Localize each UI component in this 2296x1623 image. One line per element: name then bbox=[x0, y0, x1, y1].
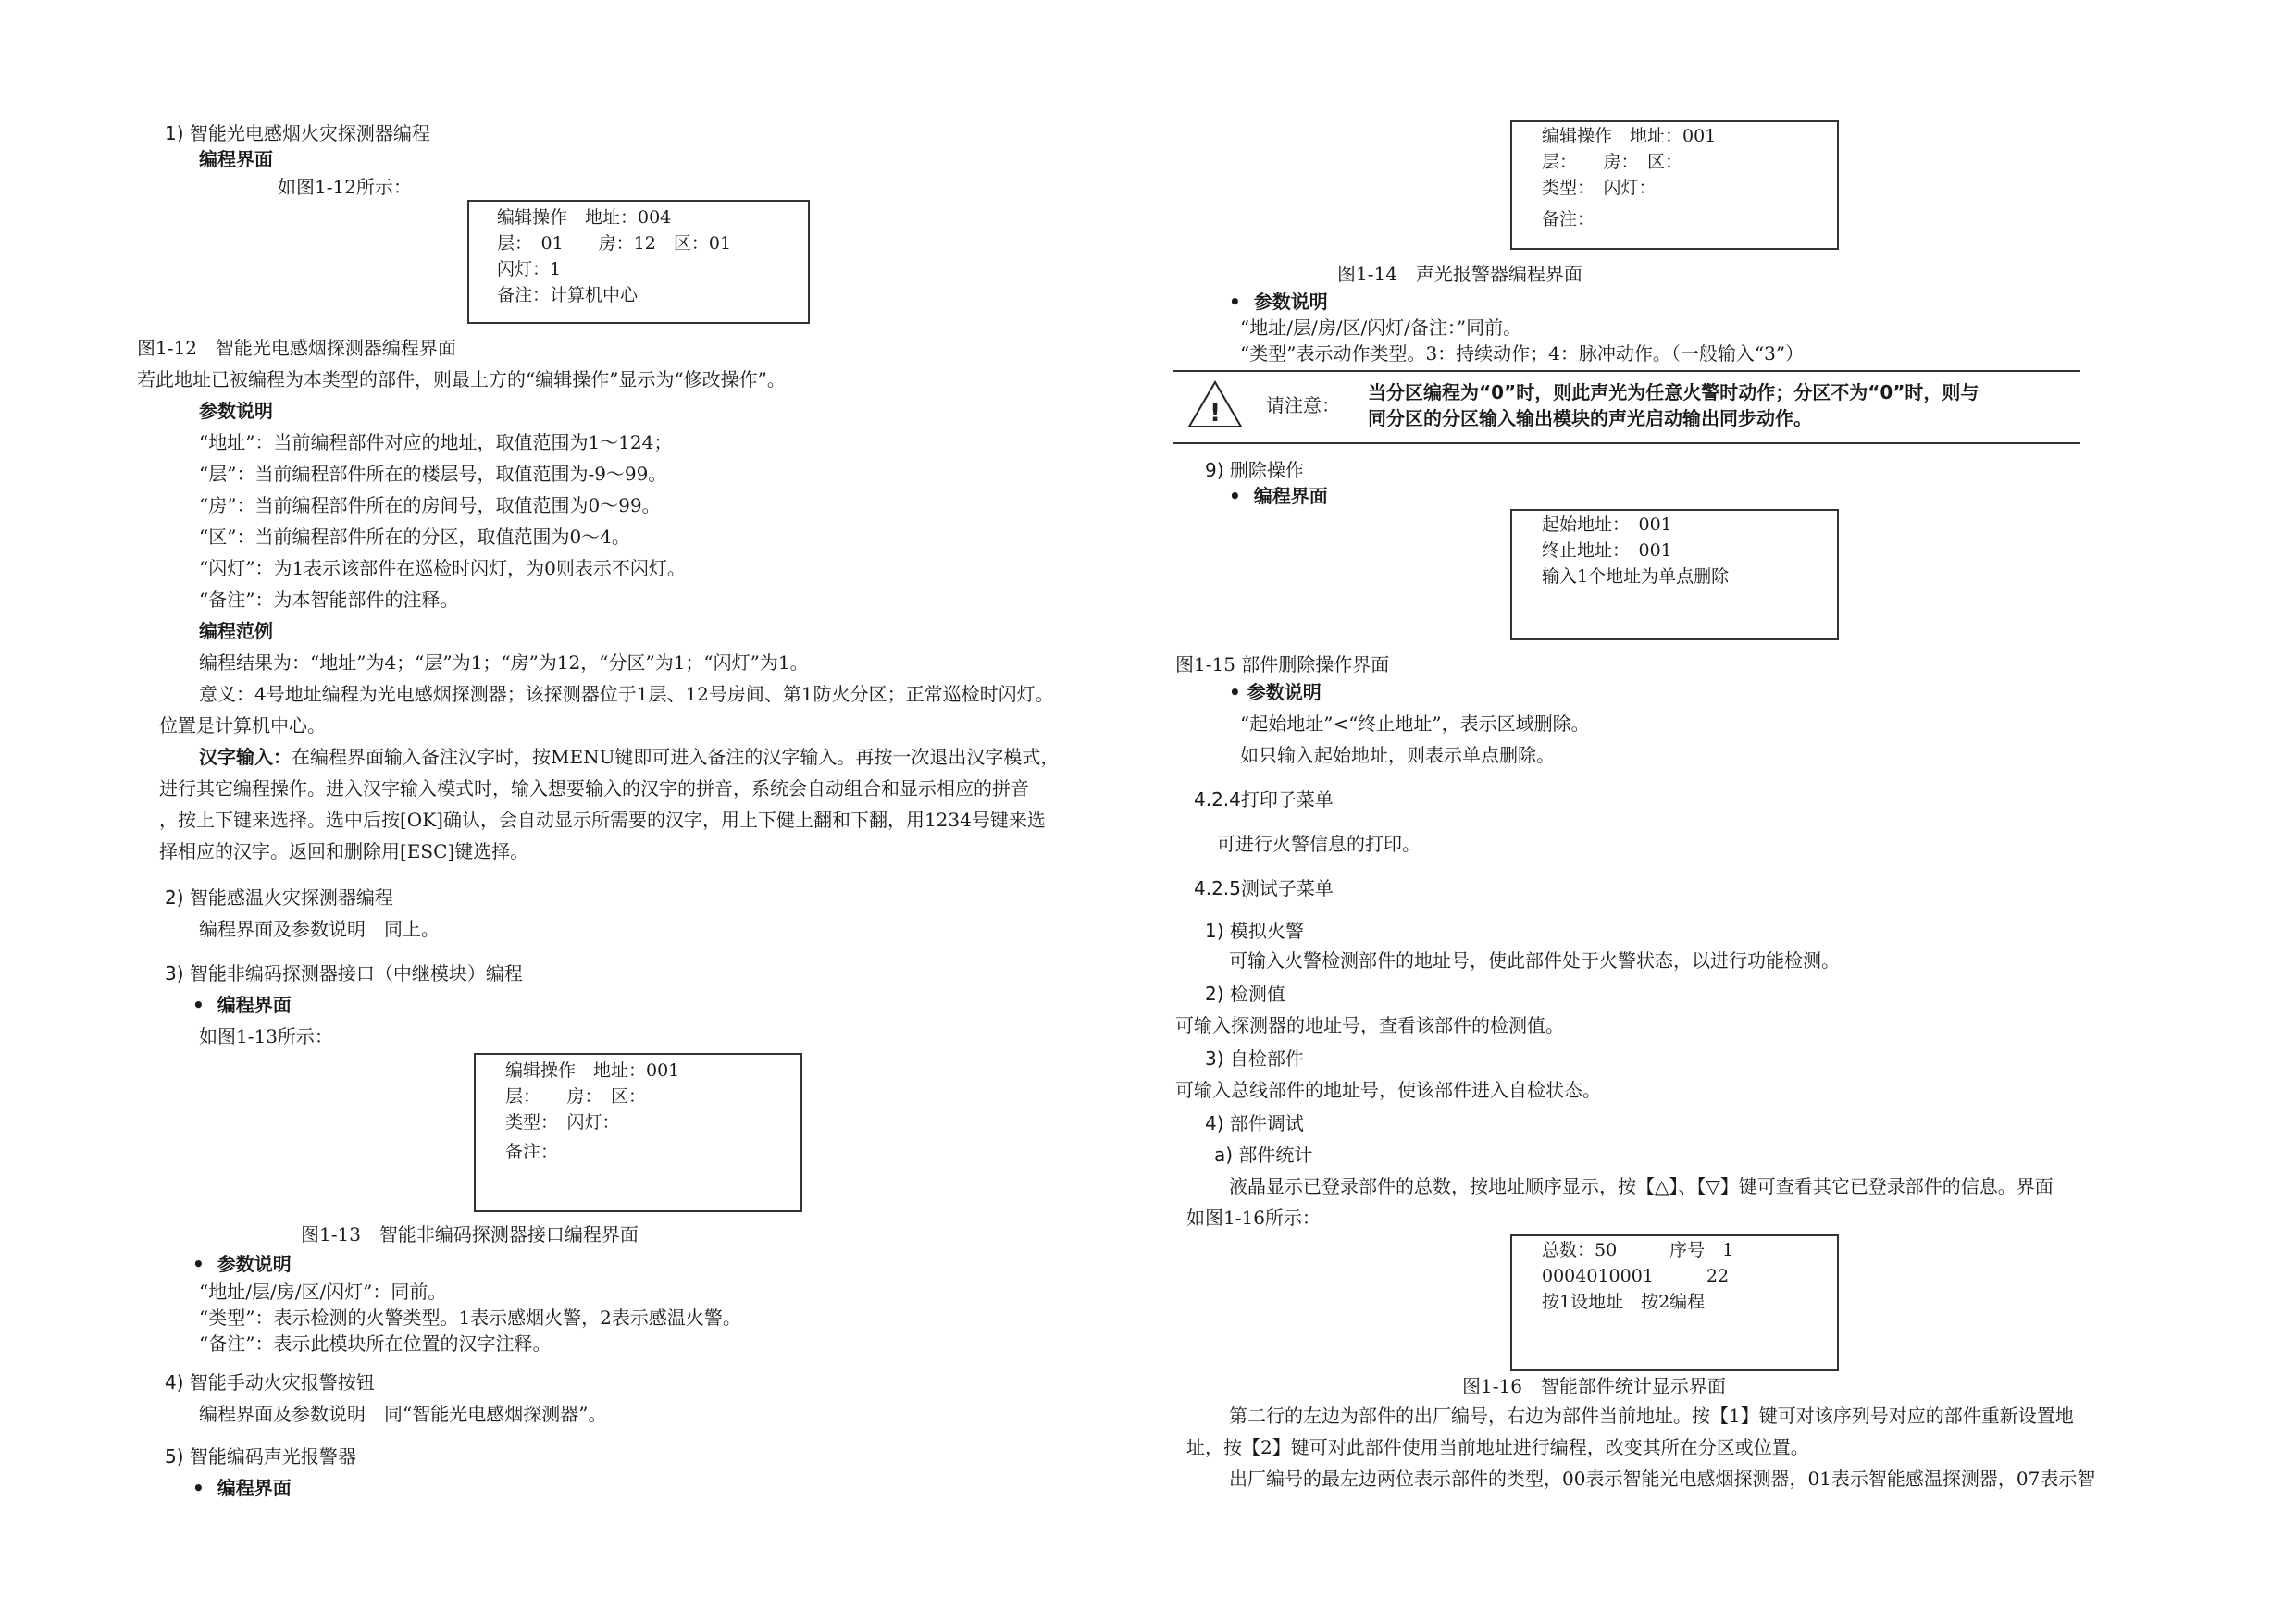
paragraph: 可进行火警信息的打印。 bbox=[1217, 833, 1421, 855]
param-title: • 参数说明 bbox=[1229, 291, 1328, 313]
param-title: • 参数说明 bbox=[192, 1253, 292, 1275]
param-title: 参数说明 bbox=[199, 400, 273, 422]
example-meaning: 意义：4号地址编程为光电感烟探测器；该探测器位于1层、12号房间、第1防火分区；正常巡检时闪灯。 bbox=[199, 683, 1054, 705]
notice-text: 当分区编程为“0”时，则此声光为任意火警时动作；分区不为“0”时，则与 bbox=[1368, 381, 1980, 403]
paragraph: 液晶显示已登录部件的总数，按地址顺序显示，按【△】、【▽】键可查看其它已登录部件的信息。界面 bbox=[1229, 1175, 2054, 1197]
test-3-heading: 3) 自检部件 bbox=[1205, 1047, 1304, 1070]
hanzi-text: 择相应的汉字。返回和删除用[ESC]键选择。 bbox=[159, 840, 529, 862]
lcd-screen-figure-1-12 bbox=[467, 200, 810, 324]
notice-label: 请注意： bbox=[1266, 394, 1340, 416]
section-4-heading: 4) 智能手动火灾报警按钮 bbox=[165, 1371, 375, 1394]
notice-top-rule bbox=[1173, 370, 2080, 372]
section-5-subheading: • 编程界面 bbox=[192, 1477, 292, 1499]
section-3-heading: 3) 智能非编码探测器接口（中继模块）编程 bbox=[165, 962, 523, 985]
screen-line: 编辑操作 地址：001 bbox=[1542, 126, 1717, 146]
hanzi-text: 在编程界面输入备注汉字时，按MENU键即可进入备注的汉字输入。再按一次退出汉字模式， bbox=[292, 746, 1060, 768]
param-item: “备注”：为本智能部件的注释。 bbox=[199, 588, 459, 611]
figure-caption: 图1-16 智能部件统计显示界面 bbox=[1462, 1375, 1726, 1397]
example-meaning: 位置是计算机中心。 bbox=[159, 714, 326, 737]
param-item: “闪灯”：为1表示该部件在巡检时闪灯，为0则表示不闪灯。 bbox=[199, 557, 686, 579]
param-item: “地址”：当前编程部件对应的地址，取值范围为1～124； bbox=[199, 431, 673, 453]
param-item: “备注”：表示此模块所在位置的汉字注释。 bbox=[199, 1332, 552, 1355]
figure-caption: 图1-15 部件删除操作界面 bbox=[1175, 653, 1390, 675]
lcd-screen-figure-1-13 bbox=[474, 1053, 802, 1212]
test-4a-heading: a) 部件统计 bbox=[1214, 1144, 1313, 1166]
paragraph: 若此地址已被编程为本类型的部件，则最上方的“编辑操作”显示为“修改操作”。 bbox=[137, 368, 786, 390]
paragraph: 编程界面及参数说明 同“智能光电感烟探测器”。 bbox=[199, 1403, 607, 1425]
lcd-screen-figure-1-15 bbox=[1510, 509, 1839, 640]
param-item: “地址/层/房/区/闪灯”：同前。 bbox=[199, 1281, 447, 1303]
param-title: • 参数说明 bbox=[1229, 681, 1322, 703]
hanzi-label: 汉字输入： bbox=[199, 746, 292, 768]
screen-line: 终止地址： 001 bbox=[1542, 540, 1672, 561]
test-1-heading: 1) 模拟火警 bbox=[1205, 920, 1304, 942]
param-item: “区”：当前编程部件所在的分区，取值范围为0～4。 bbox=[199, 526, 630, 548]
screen-line: 总数：50 序号 1 bbox=[1542, 1240, 1734, 1260]
section-4-2-5-heading: 4.2.5测试子菜单 bbox=[1194, 877, 1334, 899]
hanzi-text: 进行其它编程操作。进入汉字输入模式时，输入想要输入的汉字的拼音，系统会自动组合和显示相应的拼音 bbox=[159, 777, 1029, 799]
notice-bottom-rule bbox=[1173, 442, 2080, 444]
paragraph: 编程界面及参数说明 同上。 bbox=[199, 918, 440, 940]
screen-line: 备注： bbox=[1542, 209, 1595, 229]
param-item: “地址/层/房/区/闪灯/备注：”同前。 bbox=[1240, 316, 1522, 339]
param-item: “类型”表示动作类型。3：持续动作；4：脉冲动作。（一般输入“3”） bbox=[1240, 342, 1805, 365]
screen-line: 编辑操作 地址：001 bbox=[505, 1060, 680, 1081]
paragraph: 第二行的左边为部件的出厂编号，右边为部件当前地址。按【1】键可对该序列号对应的部件重新设置地 bbox=[1229, 1405, 2074, 1427]
param-item: “房”：当前编程部件所在的房间号，取值范围为0～99。 bbox=[199, 494, 661, 516]
screen-line: 层： 房： 区： bbox=[505, 1086, 647, 1107]
screen-line: 输入1个地址为单点删除 bbox=[1542, 566, 1730, 587]
param-item: “层”：当前编程部件所在的楼层号，取值范围为-9～99。 bbox=[199, 463, 667, 485]
screen-line: 层： 01 房：12 区：01 bbox=[497, 233, 732, 254]
test-2-heading: 2) 检测值 bbox=[1205, 983, 1285, 1005]
screen-line: 编辑操作 地址：004 bbox=[497, 207, 672, 228]
paragraph: 可输入总线部件的地址号，使该部件进入自检状态。 bbox=[1175, 1079, 1601, 1101]
paragraph: 址，按【2】键可对此部件使用当前地址进行编程，改变其所在分区或位置。 bbox=[1186, 1436, 1809, 1458]
paragraph: 可输入探测器的地址号，查看该部件的检测值。 bbox=[1175, 1014, 1564, 1036]
screen-line: 0004010001 22 bbox=[1542, 1266, 1730, 1286]
warning-icon bbox=[1186, 379, 1244, 429]
figure-caption: 图1-12 智能光电感烟探测器编程界面 bbox=[137, 337, 456, 359]
figure-caption: 图1-14 声光报警器编程界面 bbox=[1337, 263, 1582, 285]
section-9-subheading: • 编程界面 bbox=[1229, 485, 1328, 507]
screen-line: 闪灯：1 bbox=[497, 259, 562, 279]
screen-line: 备注： bbox=[505, 1142, 559, 1162]
test-4-heading: 4) 部件调试 bbox=[1205, 1112, 1304, 1134]
paragraph: 出厂编号的最左边两位表示部件的类型，00表示智能光电感烟探测器，01表示智能感温探测器，07表示智 bbox=[1229, 1468, 2096, 1490]
screen-line: 类型： 闪灯： bbox=[1542, 178, 1657, 198]
figure-reference: 如图1-12所示： bbox=[278, 176, 412, 198]
screen-line: 类型： 闪灯： bbox=[505, 1112, 620, 1133]
section-5-heading: 5) 智能编码声光报警器 bbox=[165, 1445, 356, 1468]
lcd-screen-figure-1-16 bbox=[1510, 1234, 1839, 1371]
example-title: 编程范例 bbox=[199, 620, 273, 642]
section-9-heading: 9) 删除操作 bbox=[1205, 459, 1304, 481]
hanzi-paragraph bbox=[199, 746, 1059, 769]
screen-line: 层： 房： 区： bbox=[1542, 152, 1683, 172]
section-3-subheading: • 编程界面 bbox=[192, 994, 292, 1016]
screen-line: 按1设地址 按2编程 bbox=[1542, 1292, 1706, 1312]
svg-text:!: ! bbox=[1210, 400, 1221, 427]
section-1-subheading: 编程界面 bbox=[199, 148, 273, 170]
paragraph: 可输入火警检测部件的地址号，使此部件处于火警状态，以进行功能检测。 bbox=[1229, 949, 1840, 972]
hanzi-text: ，按上下键来选择。选中后按[OK]确认，会自动显示所需要的汉字，用上下健上翻和下翻，用1234号键来选 bbox=[159, 809, 1046, 831]
paragraph: 如图1-16所示： bbox=[1186, 1207, 1321, 1229]
notice-text: 同分区的分区输入输出模块的声光启动输出同步动作。 bbox=[1368, 407, 1812, 429]
figure-reference: 如图1-13所示： bbox=[199, 1025, 333, 1047]
param-item: “起始地址”<“终止地址”，表示区域删除。 bbox=[1240, 712, 1590, 735]
screen-line: 备注：计算机中心 bbox=[497, 285, 639, 305]
section-2-heading: 2) 智能感温火灾探测器编程 bbox=[165, 886, 393, 909]
section-4-2-4-heading: 4.2.4打印子菜单 bbox=[1194, 788, 1334, 811]
param-item: 如只输入起始地址，则表示单点删除。 bbox=[1240, 744, 1555, 766]
example-result: 编程结果为：“地址”为4；“层”为1；“房”为12，“分区”为1；“闪灯”为1。 bbox=[199, 651, 809, 674]
lcd-screen-figure-1-14 bbox=[1510, 120, 1839, 250]
screen-line: 起始地址： 001 bbox=[1542, 514, 1672, 535]
param-item: “类型”：表示检测的火警类型。1表示感烟火警，2表示感温火警。 bbox=[199, 1307, 741, 1329]
section-1-heading: 1) 智能光电感烟火灾探测器编程 bbox=[165, 122, 430, 144]
figure-caption: 图1-13 智能非编码探测器接口编程界面 bbox=[301, 1223, 639, 1245]
